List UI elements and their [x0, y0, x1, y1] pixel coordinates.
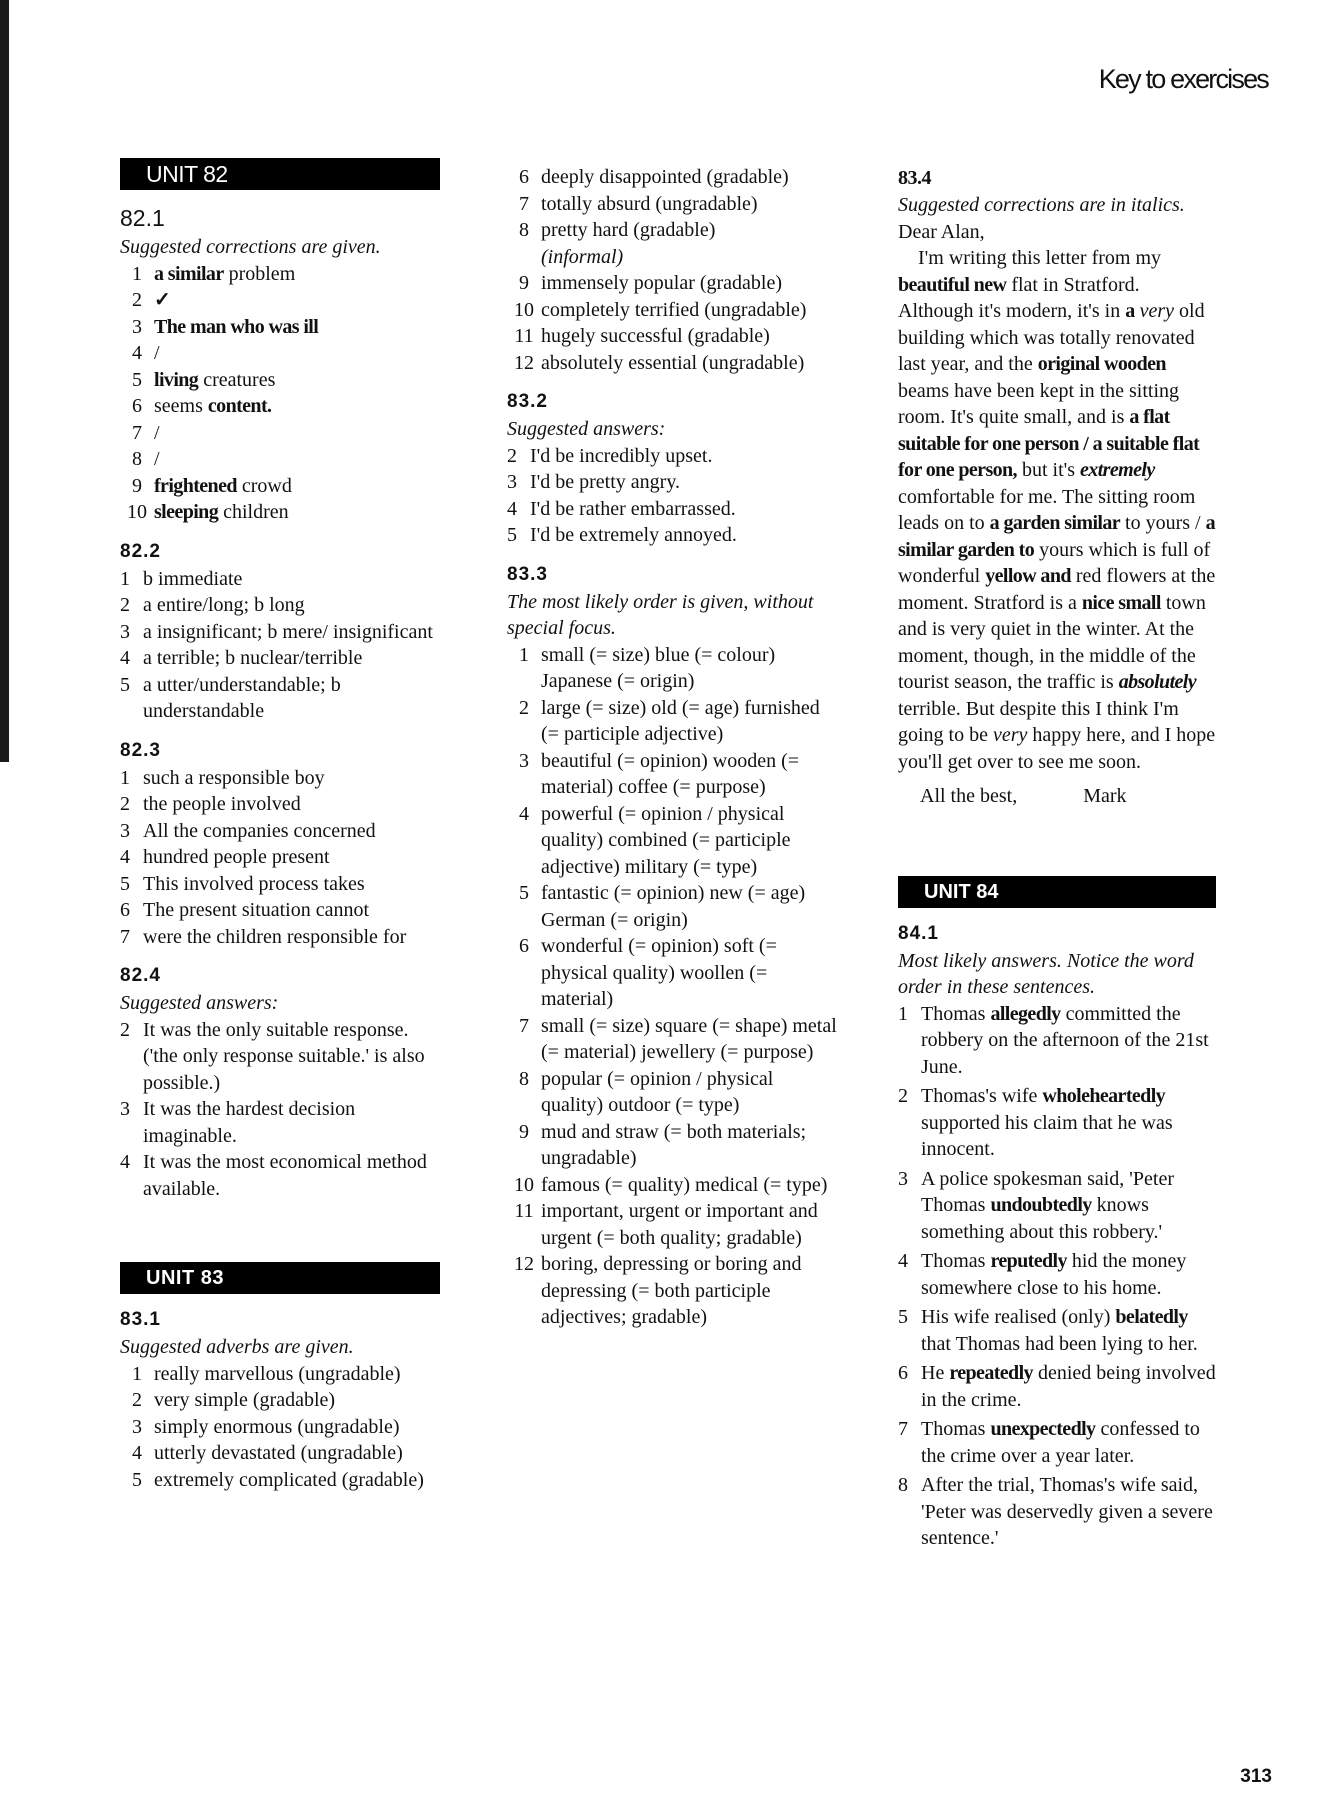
- exercise-82-1-note: Suggested corrections are given.: [120, 236, 381, 258]
- exercise-83-4-number: 83.4: [898, 167, 931, 189]
- list-item: 2 the people involved: [120, 793, 301, 815]
- list-item: 2 I'd be incredibly upset.: [507, 444, 713, 467]
- list-item: 4 Thomas reputedly hid the money somewhere close to his home.: [898, 1250, 1187, 1299]
- exercise-83-3-list: [507, 642, 837, 1331]
- list-item: 11 hugely successful (gradable): [514, 325, 770, 347]
- list-item: 6 deeply disappointed (gradable): [519, 166, 789, 188]
- list-item: 5 extremely complicated (gradable): [132, 1468, 424, 1491]
- exercise-83-2-number: 83.2: [507, 391, 548, 412]
- list-item: 8 pretty hard (gradable) (informal): [519, 219, 716, 268]
- list-item: 7 were the children responsible for: [120, 925, 407, 948]
- exercise-82-4-list: [120, 1017, 440, 1203]
- list-item: 6 wonderful (= opinion) soft (= physical quality) woollen (= material): [519, 935, 777, 1010]
- unit-82-heading: UNIT 82: [120, 158, 440, 190]
- list-item: 10 completely terrified (ungradable): [514, 298, 807, 321]
- list-item: 5 fantastic (= opinion) new (= age) German (= origin): [519, 882, 806, 931]
- list-item: 9 mud and straw (= both materials; ungradable): [519, 1120, 807, 1169]
- list-item: 4 I'd be rather embarrassed.: [507, 497, 736, 520]
- list-item: 4 hundred people present: [120, 846, 330, 868]
- list-item: 10 famous (= quality) medical (= type): [514, 1173, 828, 1196]
- list-item: 3 I'd be pretty angry.: [507, 471, 681, 493]
- list-item: 12 absolutely essential (ungradable): [514, 351, 805, 374]
- exercise-82-1-list: [120, 261, 440, 526]
- list-item: 8 /: [132, 448, 160, 470]
- list-item: 4 utterly devastated (ungradable): [132, 1442, 403, 1464]
- list-item: 1 Thomas allegedly committed the robbery on the afternoon of the 21st June.: [898, 1002, 1209, 1078]
- letter-closing: All the best, Mark: [898, 783, 1216, 810]
- list-item: 7 small (= size) square (= shape) metal (= material) jewellery (= purpose): [519, 1014, 837, 1063]
- page-number: 313: [1240, 1766, 1272, 1787]
- list-item: 6 The present situation cannot: [120, 899, 370, 921]
- list-item: 3 A police spokesman said, 'Peter Thomas undoubtedly knows something about this robbery.': [898, 1167, 1174, 1243]
- list-item: 8 popular (= opinion / physical quality) outdoor (= type): [519, 1067, 774, 1116]
- list-item: 1 such a responsible boy: [120, 766, 325, 789]
- list-item: 10 sleeping children: [127, 501, 289, 523]
- list-item: 2 ✓: [132, 289, 171, 311]
- list-item: 2 large (= size) old (= age) furnished (= participle adjective): [519, 696, 820, 745]
- exercise-83-1-number: 83.1: [120, 1309, 161, 1330]
- column-1: [120, 158, 440, 1493]
- column-3: [898, 164, 1216, 1555]
- exercise-84-1-list: [898, 1001, 1216, 1552]
- list-item: 4 a terrible; b nuclear/terrible: [120, 647, 363, 669]
- list-item: 5 living creatures: [132, 368, 276, 391]
- list-item: 9 immensely popular (gradable): [519, 272, 783, 294]
- letter-signature: Mark: [1083, 785, 1127, 807]
- exercise-84-1-note: Most likely answers. Notice the word order in these sentences.: [898, 949, 1194, 998]
- list-item: 2 a entire/long; b long: [120, 594, 305, 616]
- exercise-83-1-list-b: [507, 164, 837, 376]
- list-item: 4 powerful (= opinion / physical quality) combined (= participle adjective) military (= type): [519, 802, 791, 878]
- list-item: 7 totally absurd (ungradable): [519, 192, 758, 215]
- column-2: [507, 164, 837, 1331]
- exercise-82-3-number: 82.3: [120, 739, 161, 761]
- check-mark-icon: ✓: [154, 289, 171, 311]
- exercise-84-1-number: 84.1: [898, 922, 939, 944]
- exercise-82-4-number: 82.4: [120, 965, 161, 986]
- exercise-82-2-list: [120, 566, 440, 725]
- letter-body: I'm writing this letter from my beautiful new flat in Stratford. Although it's modern, it's in a very old building which was totally renovated last year, and the original wooden beams have been kept in the sitting room. It's quite small, and is a flat suitable for one person / a suitable flat for one person, but it's extremely comfortable for me. The sitting room leads on to a garden similar to yours / a similar garden to yours which is full of wonderful yellow and red flowers at the moment. Stratford is a nice small town and is very quiet in the winter. At the moment, though, in the middle of the tourist season, the traffic is absolutely terrible. But despite this I think I'm going to be very happy here, and I hope you'll get over to see me soon.: [898, 247, 1216, 773]
- exercise-83-1-list-a: [120, 1361, 440, 1494]
- scan-edge: [0, 0, 9, 762]
- list-item: 2 Thomas's wife wholeheartedly supported his claim that he was innocent.: [898, 1085, 1173, 1160]
- list-item: 1 small (= size) blue (= colour) Japanese (= origin): [519, 643, 776, 692]
- list-item: 3 a insignificant; b mere/ insignificant: [120, 620, 433, 643]
- list-item: 3 beautiful (= opinion) wooden (= material) coffee (= purpose): [519, 749, 800, 798]
- exercise-82-3-list: [120, 765, 440, 951]
- list-item: 9 frightened crowd: [132, 474, 292, 497]
- list-item: 7 /: [132, 421, 160, 444]
- running-head: Key to exercises: [1098, 64, 1268, 94]
- exercise-83-3-number: 83.3: [507, 563, 548, 585]
- list-item: 6 seems content.: [132, 395, 272, 417]
- list-item: 8 After the trial, Thomas's wife said, 'Peter was deservedly given a severe sentence.': [898, 1474, 1213, 1549]
- exercise-82-4-note: Suggested answers:: [120, 992, 279, 1014]
- exercise-83-2-note: Suggested answers:: [507, 418, 666, 440]
- list-item: 3 All the companies concerned: [120, 819, 376, 842]
- list-item: 4 /: [132, 342, 160, 364]
- list-item: 5 a utter/understandable; b understandable: [120, 673, 341, 722]
- list-item: 12 boring, depressing or boring and depressing (= both participle adjectives; gradable): [514, 1253, 802, 1328]
- exercise-82-2-number: 82.2: [120, 540, 161, 562]
- list-item: 3 The man who was ill: [132, 315, 319, 338]
- exercise-83-3-note: The most likely order is given, without special focus.: [507, 590, 814, 639]
- exercise-83-4-note: Suggested corrections are in italics.: [898, 194, 1185, 216]
- list-item: 6 He repeatedly denied being involved in the crime.: [898, 1362, 1216, 1411]
- letter-salutation: Dear Alan,: [898, 220, 985, 243]
- list-item: 3 simply enormous (ungradable): [132, 1415, 400, 1438]
- exercise-82-1-number: 82.1: [120, 205, 165, 231]
- list-item: 4 It was the most economical method available.: [120, 1151, 427, 1200]
- list-item: 5 I'd be extremely annoyed.: [507, 524, 737, 546]
- list-item: 2 It was the only suitable response. ('the only response suitable.' is also possible.): [120, 1018, 425, 1094]
- list-item: 5 His wife realised (only) belatedly that Thomas had been lying to her.: [898, 1306, 1198, 1355]
- list-item: 11 important, urgent or important and urgent (= both quality; gradable): [514, 1200, 818, 1249]
- list-item: 7 Thomas unexpectedly confessed to the crime over a year later.: [898, 1418, 1200, 1467]
- exercise-83-1-note: Suggested adverbs are given.: [120, 1336, 354, 1358]
- list-item: 3 It was the hardest decision imaginable.: [120, 1098, 356, 1147]
- unit-84-heading: UNIT 84: [898, 876, 1216, 908]
- exercise-83-2-list: [507, 443, 837, 549]
- list-item: 5 This involved process takes: [120, 872, 365, 895]
- list-item: 1 a similar problem: [132, 262, 296, 285]
- unit-83-heading: UNIT 83: [120, 1262, 440, 1294]
- list-item: 1 b immediate: [120, 567, 243, 590]
- list-item: 2 very simple (gradable): [132, 1389, 336, 1411]
- list-item: 1 really marvellous (ungradable): [132, 1362, 401, 1385]
